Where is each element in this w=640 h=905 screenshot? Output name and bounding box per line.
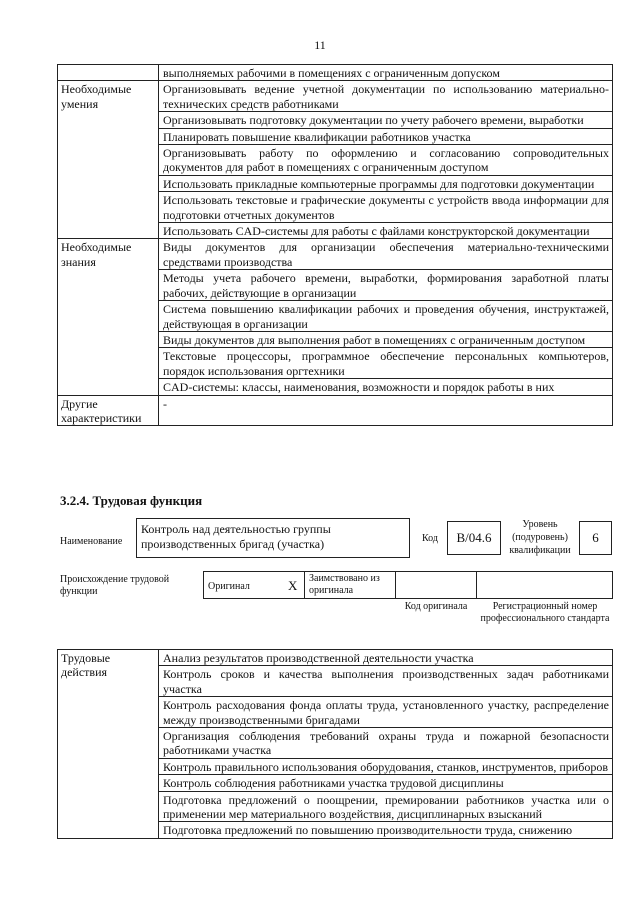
empty-cell: [58, 65, 159, 81]
page-number: 11: [314, 38, 326, 52]
labor-actions-table: [57, 649, 613, 839]
skill-item: Организовывать подготовку документации по учету рабочего времени, выработки: [159, 112, 613, 128]
original-label: Оригинал: [208, 581, 250, 592]
section-title: 3.2.4. Трудовая функция: [60, 493, 203, 508]
other-value: -: [159, 395, 613, 426]
origin-label: Происхождение трудовой функции: [60, 574, 170, 597]
skills-label: Необходимые умения: [58, 81, 159, 239]
name-label: Наименование: [60, 536, 123, 547]
original-mark: X: [288, 578, 298, 593]
action-item: Контроль сроков и качества выполнения производственных задач работниками участка: [159, 666, 613, 697]
reg-number-label: Регистрационный номер профессионального стандарта: [480, 601, 610, 624]
skill-item: Использовать прикладные компьютерные программы для подготовки документации: [159, 175, 613, 191]
knowledge-item: Текстовые процессоры, программное обеспечение персональных компьютеров, порядок использования оргтехники: [159, 348, 613, 379]
skill-item: Организовывать работу по оформлению и согласованию сопроводительных документов для работ в помещениях с ограниченным доступом: [159, 145, 613, 176]
table-row: [58, 650, 613, 666]
action-item: Организация соблюдения требований охраны труда и пожарной безопасности работниками участка: [159, 728, 613, 759]
skill-item: Организовывать ведение учетной документации по использованию материально-технических средств работниками: [159, 81, 613, 112]
code-original-cell: [395, 571, 477, 599]
action-item: Анализ результатов производственной деятельности участка: [159, 650, 613, 666]
knowledge-label: Необходимые знания: [58, 239, 159, 395]
table-row: [58, 239, 613, 270]
table-row: [58, 65, 613, 81]
name-value: Контроль над деятельностью группы производственных бригад (участка): [136, 518, 410, 558]
skills-knowledge-table: [57, 64, 613, 426]
code-original-label: Код оригинала: [404, 601, 468, 612]
other-label: Другие характеристики: [58, 395, 159, 426]
knowledge-item: CAD-системы: классы, наименования, возможности и порядок работы в них: [159, 379, 613, 395]
code-value: В/04.6: [447, 521, 501, 555]
knowledge-item: Методы учета рабочего времени, выработки, формирования заработной платы рабочих, действующие в организации: [159, 270, 613, 301]
action-item: Подготовка предложений по повышению производительности труда, снижению: [159, 822, 613, 838]
reg-number-cell: [476, 571, 613, 599]
skill-item: Использовать текстовые и графические документы с устройств ввода информации для подготовки отчетных документов: [159, 192, 613, 223]
knowledge-item: Виды документов для организации обеспечения материально-техническими средствами производства: [159, 239, 613, 270]
continued-text: выполняемых рабочими в помещениях с ограниченным допуском: [159, 65, 613, 81]
knowledge-item: Виды документов для выполнения работ в помещениях с ограниченным доступом: [159, 331, 613, 347]
action-item: Контроль правильного использования оборудования, станков, инструментов, приборов: [159, 758, 613, 774]
level-value: 6: [579, 521, 612, 555]
action-item: Контроль расходования фонда оплаты труда, установленного участку, распределение между производственными бригадами: [159, 697, 613, 728]
skill-item: Планировать повышение квалификации работников участка: [159, 128, 613, 144]
code-label: Код: [422, 533, 438, 544]
table-row: [58, 81, 613, 112]
action-item: Контроль соблюдения работниками участка трудовой дисциплины: [159, 775, 613, 791]
level-label: Уровень (подуровень) квалификации: [509, 519, 571, 556]
original-cell: [203, 571, 305, 599]
actions-label: Трудовые действия: [58, 650, 159, 839]
table-row: [58, 395, 613, 426]
action-item: Подготовка предложений о поощрении, премировании работников участка или о применении мер материального воздействия, дисциплинарных взысканий: [159, 791, 613, 822]
borrowed-label: Заимствовано из оригинала: [304, 571, 396, 599]
skill-item: Использовать CAD-системы для работы с файлами конструкторской документации: [159, 223, 613, 239]
knowledge-item: Система повышению квалификации рабочих и проведения обучения, инструктажей, действующая в организации: [159, 301, 613, 332]
